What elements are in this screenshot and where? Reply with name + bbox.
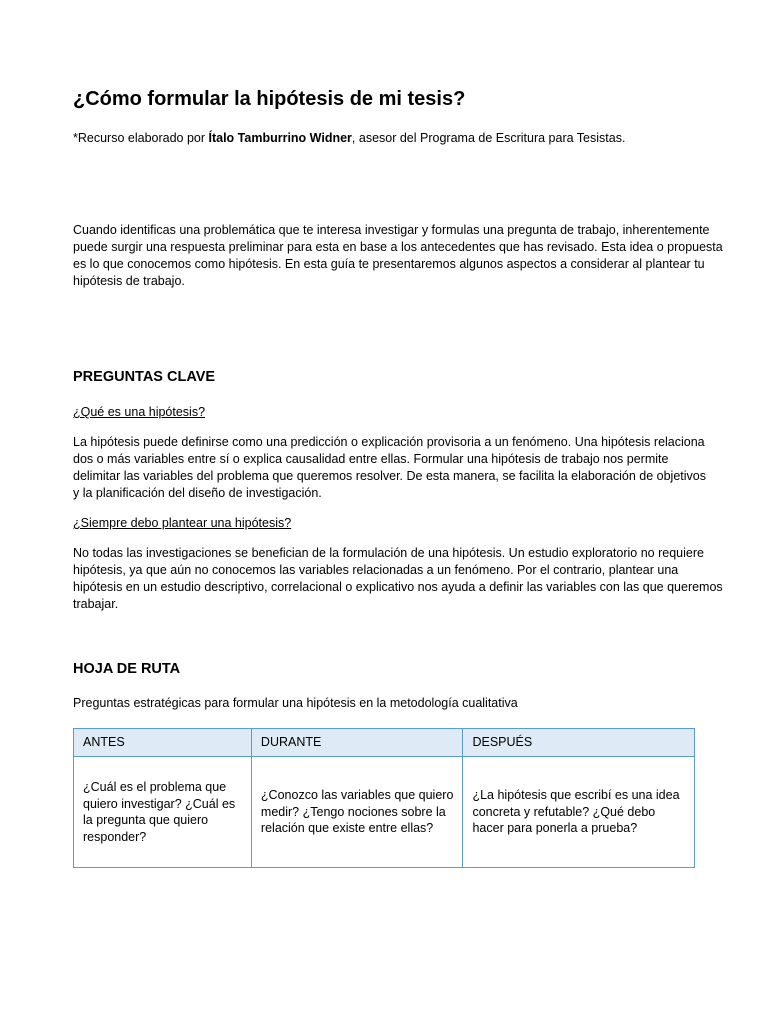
document-title: ¿Cómo formular la hipótesis de mi tesis? — [73, 88, 466, 110]
credit-author: Ítalo Tamburrino Widner — [208, 131, 352, 145]
answer-always-hypothesis: No todas las investigaciones se benefician de la formulación de una hipótesis. Un estudio exploratorio no requiere hipótesis, ya que aún no conocemos las variables relacionadas a un fenómeno. Por el contrario, plantear una hipótesis en un estudio descriptivo, correlacional o explicativo nos ayuda a definir las variables con las que queremos trabajar. — [73, 546, 723, 611]
answer-what-is-hypothesis: La hipótesis puede definirse como una predicción o explicación provisoria a un fenómeno. Una hipótesis relaciona dos o más variables entre sí o explica causalidad entre ellas. Formular una hipótesis de trabajo nos permite delimitar las variables del problema que queremos resolver. De esta manera, se facilita la elaboración de objetivos y la planificación del diseño de investigación. — [73, 435, 706, 500]
question-always-hypothesis: ¿Siempre debo plantear una hipótesis? — [73, 516, 292, 530]
credit-line — [73, 131, 625, 145]
roadmap-heading: HOJA DE RUTA — [73, 661, 181, 677]
question-what-is-hypothesis: ¿Qué es una hipótesis? — [73, 405, 206, 419]
intro-paragraph: Cuando identificas una problemática que te interesa investigar y formulas una pregunta de trabajo, inherentemente puede surgir una respuesta preliminar para esta en base a los antecedentes que has revisado. Esta idea o propuesta es lo que conocemos como hipótesis. En esta guía te presentaremos algunos aspectos a considerar al plantear tu hipótesis de trabajo. — [73, 223, 723, 288]
column-header-antes: ANTES — [74, 729, 252, 757]
roadmap-table — [73, 728, 695, 868]
table-header-row — [74, 729, 695, 757]
credit-prefix: *Recurso elaborado por — [73, 131, 209, 145]
cell-despues: ¿La hipótesis que escribí es una idea concreta y refutable? ¿Qué debo hacer para ponerla a prueba? — [463, 757, 695, 868]
key-questions-heading: PREGUNTAS CLAVE — [73, 369, 216, 385]
cell-antes: ¿Cuál es el problema que quiero investigar? ¿Cuál es la pregunta que quiero responder? — [74, 757, 252, 868]
column-header-despues: DESPUÉS — [463, 729, 695, 757]
credit-suffix: , asesor del Programa de Escritura para Tesistas. — [351, 131, 626, 145]
table-row — [74, 757, 695, 868]
cell-durante: ¿Conozco las variables que quiero medir? ¿Tengo nociones sobre la relación que existe entre ellas? — [251, 757, 463, 868]
column-header-durante: DURANTE — [251, 729, 463, 757]
roadmap-intro: Preguntas estratégicas para formular una hipótesis en la metodología cualitativa — [73, 696, 518, 710]
